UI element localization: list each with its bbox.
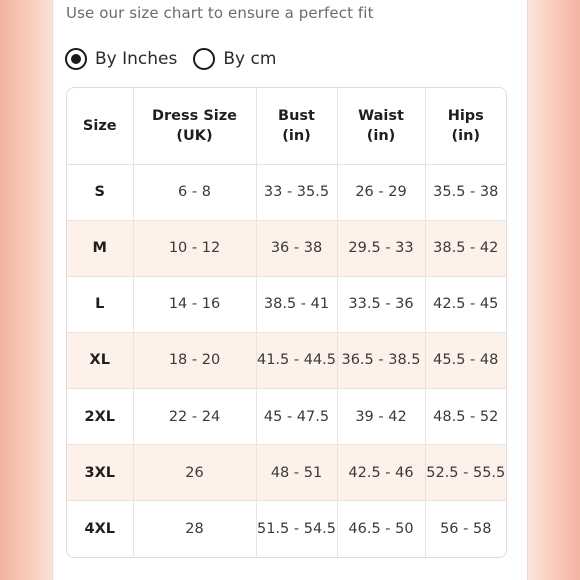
dress-size-cell: 6 - 8 xyxy=(133,164,256,220)
dress-size-cell: 26 xyxy=(133,445,256,501)
waist-cell: 36.5 - 38.5 xyxy=(337,332,425,388)
radio-selected-icon[interactable] xyxy=(65,48,87,70)
radio-unselected-icon[interactable] xyxy=(193,48,215,70)
table-row xyxy=(67,276,506,332)
table-row xyxy=(67,389,506,445)
size-cell: L xyxy=(67,276,133,332)
table-row xyxy=(67,501,506,557)
hips-cell: 35.5 - 38 xyxy=(425,164,506,220)
dress-size-cell: 22 - 24 xyxy=(133,389,256,445)
size-cell: 4XL xyxy=(67,501,133,557)
table-row xyxy=(67,164,506,220)
header-hips: Hips (in) xyxy=(425,88,506,164)
size-chart-card xyxy=(52,0,528,580)
waist-cell: 46.5 - 50 xyxy=(337,501,425,557)
by-inches-option[interactable] xyxy=(65,48,177,70)
header-bust: Bust (in) xyxy=(256,88,337,164)
table-row xyxy=(67,332,506,388)
by-cm-label: By cm xyxy=(223,49,277,69)
intro-text: Use our size chart to ensure a perfect fit xyxy=(66,4,374,22)
hips-cell: 56 - 58 xyxy=(440,521,492,538)
hips-cell: 52.5 - 55.5 xyxy=(425,445,506,501)
dress-size-cell: 10 - 12 xyxy=(133,220,256,276)
hips-cell: 42.5 - 45 xyxy=(425,276,506,332)
unit-toggle xyxy=(65,44,292,74)
size-cell: S xyxy=(67,164,133,220)
size-cell: 2XL xyxy=(67,389,133,445)
dress-size-cell: 14 - 16 xyxy=(133,276,256,332)
waist-cell: 42.5 - 46 xyxy=(337,445,425,501)
size-table xyxy=(66,87,507,558)
bust-cell: 48 - 51 xyxy=(256,445,337,501)
dress-size-cell: 28 xyxy=(133,501,256,557)
hips-cell: 38.5 - 42 xyxy=(425,220,506,276)
bust-cell: 33 - 35.5 xyxy=(256,164,337,220)
header-size: Size xyxy=(67,88,133,164)
size-cell: 3XL xyxy=(67,445,133,501)
waist-cell: 39 - 42 xyxy=(337,389,425,445)
hips-cell: 45.5 - 48 xyxy=(425,332,506,388)
waist-cell: 33.5 - 36 xyxy=(337,276,425,332)
table-header-row xyxy=(67,88,506,164)
size-cell: XL xyxy=(67,332,133,388)
bust-cell: 41.5 - 44.5 xyxy=(256,332,337,388)
hips-cell: 48.5 - 52 xyxy=(425,389,506,445)
waist-cell: 26 - 29 xyxy=(337,164,425,220)
header-dress-size: Dress Size (UK) xyxy=(133,88,256,164)
table-row xyxy=(67,445,506,501)
by-cm-option[interactable] xyxy=(193,48,276,70)
by-inches-label: By Inches xyxy=(95,49,178,69)
dress-size-cell: 18 - 20 xyxy=(133,332,256,388)
bust-cell: 45 - 47.5 xyxy=(256,389,337,445)
waist-cell: 29.5 - 33 xyxy=(337,220,425,276)
bust-cell: 51.5 - 54.5 xyxy=(256,501,337,557)
size-cell: M xyxy=(67,220,133,276)
bust-cell: 36 - 38 xyxy=(256,220,337,276)
table-row xyxy=(67,220,506,276)
bust-cell: 38.5 - 41 xyxy=(256,276,337,332)
header-waist: Waist (in) xyxy=(337,88,425,164)
